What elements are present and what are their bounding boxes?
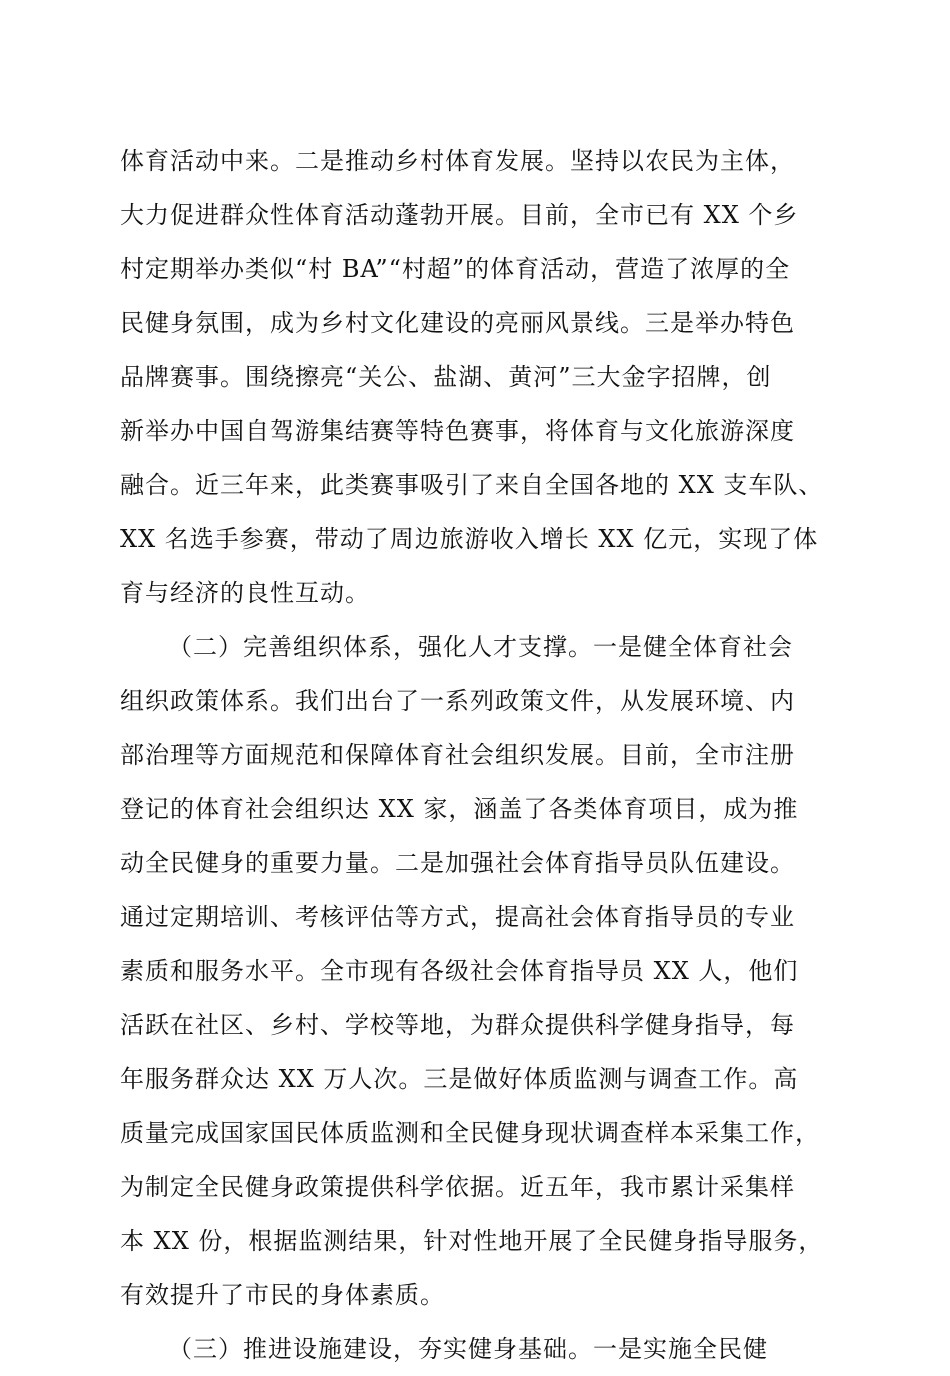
section-heading-line: （三）推进设施建设，夯实健身基础。一是实施全民健 xyxy=(168,1335,768,1363)
text-line: 部治理等方面规范和保障体育社会组织发展。目前，全市注册 xyxy=(120,741,795,769)
text-line: 质量完成国家国民体质监测和全民健身现状调查样本采集工作， xyxy=(120,1119,820,1147)
text-line: 动全民健身的重要力量。二是加强社会体育指导员队伍建设。 xyxy=(120,849,795,877)
document-body xyxy=(120,134,830,1376)
text-line: 年服务群众达 XX 万人次。三是做好体质监测与调查工作。高 xyxy=(120,1065,799,1093)
text-line: 登记的体育社会组织达 XX 家，涵盖了各类体育项目，成为推 xyxy=(120,795,799,823)
section-heading-line: （二）完善组织体系，强化人才支撑。一是健全体育社会 xyxy=(168,633,793,661)
text-line: 本 XX 份，根据监测结果，针对性地开展了全民健身指导服务， xyxy=(120,1227,824,1255)
text-line: 活跃在社区、乡村、学校等地，为群众提供科学健身指导，每 xyxy=(120,1011,795,1039)
text-line: 体育活动中来。二是推动乡村体育发展。坚持以农民为主体， xyxy=(120,147,795,175)
text-line: 民健身氛围，成为乡村文化建设的亮丽风景线。三是举办特色 xyxy=(120,309,795,337)
text-line: 村定期举办类似“村 BA”“村超”的体育活动，营造了浓厚的全 xyxy=(120,255,791,283)
text-line: 品牌赛事。围绕擦亮“关公、盐湖、黄河”三大金字招牌，创 xyxy=(120,363,772,391)
text-line: 有效提升了市民的身体素质。 xyxy=(120,1281,445,1309)
text-line: 组织政策体系。我们出台了一系列政策文件，从发展环境、内 xyxy=(120,687,795,715)
text-line: XX 名选手参赛，带动了周边旅游收入增长 XX 亿元，实现了体 xyxy=(120,525,819,553)
text-line: 通过定期培训、考核评估等方式，提高社会体育指导员的专业 xyxy=(120,903,795,931)
text-line: 融合。近三年来，此类赛事吸引了来自全国各地的 XX 支车队、 xyxy=(120,471,824,499)
text-line: 素质和服务水平。全市现有各级社会体育指导员 XX 人，他们 xyxy=(120,957,799,985)
text-line: 育与经济的良性互动。 xyxy=(120,579,370,607)
text-line: 为制定全民健身政策提供科学依据。近五年，我市累计采集样 xyxy=(120,1173,795,1201)
text-line: 新举办中国自驾游集结赛等特色赛事，将体育与文化旅游深度 xyxy=(120,417,795,445)
text-line: 大力促进群众性体育活动蓬勃开展。目前，全市已有 XX 个乡 xyxy=(120,201,799,229)
